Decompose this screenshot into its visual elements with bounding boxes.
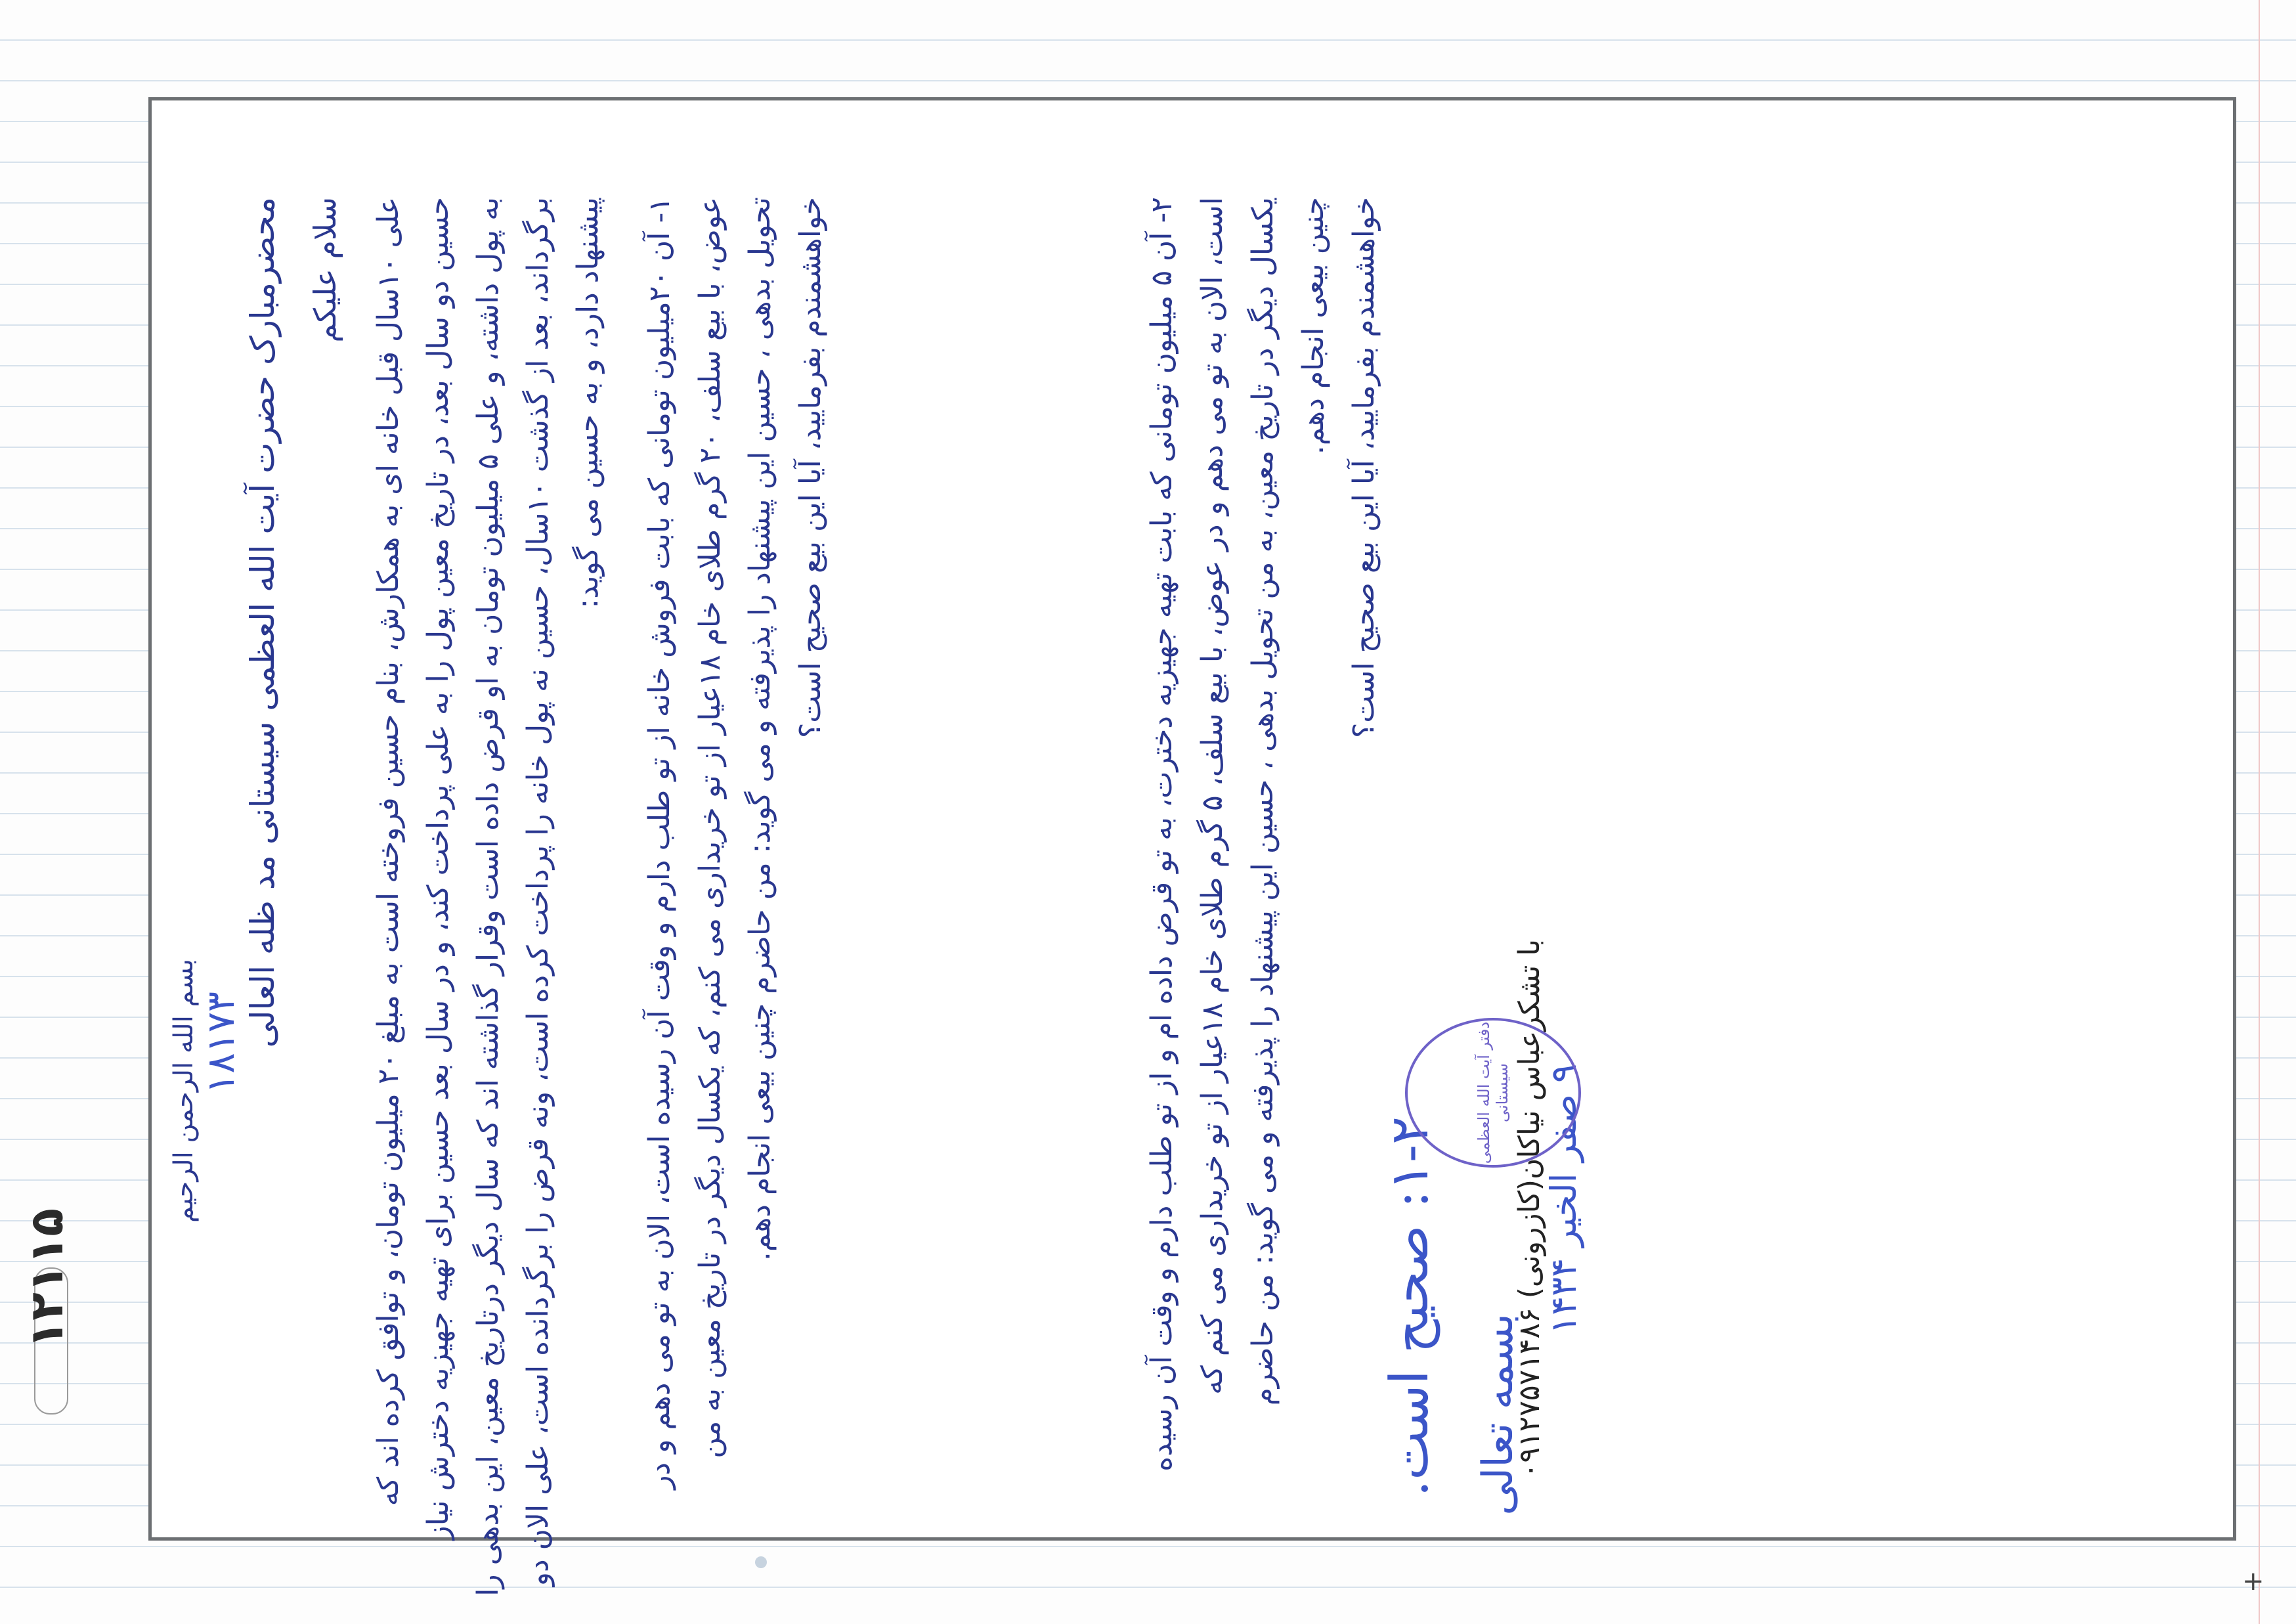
intro-line: علی ۱۰سال قبل خانه ای به همکارش، بنام حسین فروخته است به مبلغ ۲۰ میلیون تومان، و توافق کرده اند که — [372, 197, 405, 1506]
ruled-line — [0, 1587, 2296, 1588]
signature: با تشکرعباس نیاکان(کازرونی) ۰۹۱۲۷۵۷۱۴۸۶ — [1513, 939, 1546, 1479]
question2-line: خواهشمندم بفرمایید، آیا این بیع صحیح است؟ — [1347, 197, 1381, 739]
answer-opening: بسمه تعالی — [1474, 1313, 1523, 1516]
answer-date: ۹ صفر الخیر ۱۴۳۴ — [1543, 1064, 1584, 1334]
punch-hole-mark — [755, 1556, 767, 1568]
office-seal — [1405, 1018, 1581, 1168]
intro-line: به پول داشته، و علی ۵ میلیون تومان به او قرض داده است وقرار گذاشته اند که سال دیگر درتاریخ معین، این بدهی را — [471, 197, 505, 1596]
corner-plus-mark: + — [2242, 1566, 2264, 1596]
ruled-line — [0, 1546, 2296, 1547]
ruled-line — [0, 39, 2296, 41]
ruled-line — [0, 80, 2296, 81]
question2-line: ۲- آن ۵ میلیون تومانی که بابت تهیه جهیزیه دخترت، به تو قرض داده ام و از تو طلب دارم و وقت آن رسیده — [1145, 197, 1179, 1472]
addressee: محضرمبارک حضرت آیت الله العظمی سیستانی مد ظله العالی — [244, 197, 282, 1048]
question1-line: خواهشمندم بفرمایید، آیا این بیع صحیح است؟ — [794, 197, 827, 739]
basmala: بسم الله الرحمن الرحیم — [169, 959, 199, 1223]
intro-line: برگرداند، بعد از گذشت ۱۰سال، حسین نه پول خانه را پرداخت کرده است، ونه قرض را برگردانده است، علی الان دو — [521, 197, 555, 1587]
question2-line: است، الان به تو می دهم و در عوض، با بیع سلف، ۵ گرم طلای خام ۱۸عیار از تو خریداری می کنم که — [1196, 197, 1229, 1395]
question1-line: عوض، با بیع سلف، ۲۰ گرم طلای خام ۱۸عیار از تو خریداری می کنم، که یکسال دیگر در تاریخ معین به من — [693, 197, 727, 1459]
letter-body — [158, 118, 2226, 1596]
greeting: سلام علیکم — [307, 197, 343, 343]
question1-line: تحویل بدهی ، حسین این پیشنهاد را پذیرفته و می گوید: من حاضرم چنین بیعی انجام دهم. — [743, 197, 777, 1262]
reference-number: ۱۸۱۷۳ — [198, 992, 243, 1094]
question1-line: ۱- آن ۲۰میلیون تومانی که بابت فروش خانه از تو طلب دارم و وقت آن رسیده است، الان به تو می دهم و در — [643, 197, 676, 1489]
archive-number: ۱۲۱۱۵ — [20, 1208, 74, 1349]
seal-text: دفتر آیت الله العظمی سیستانی — [1475, 1021, 1511, 1164]
intro-line: حسین دو سال بعد، در تاریخ معین پول را به علی پرداخت کند، و در سال بعد حسین برای تهیه جهیزیه دخترش نیاز — [422, 197, 455, 1540]
answer-ruling: ۱-۲: صحیح است. — [1379, 1116, 1440, 1497]
question2-line: چنین بیعی انجام دهم. — [1297, 197, 1330, 455]
question2-line: یکسال دیگر در تاریخ معین، به من تحویل بدهی ، حسین این پیشنهاد را پذیرفته و می گوید: من حاضرم — [1246, 197, 1280, 1406]
margin-line — [2259, 0, 2260, 1624]
intro-line: پیشنهاد دارد، و به حسین می گوید: — [571, 197, 605, 609]
